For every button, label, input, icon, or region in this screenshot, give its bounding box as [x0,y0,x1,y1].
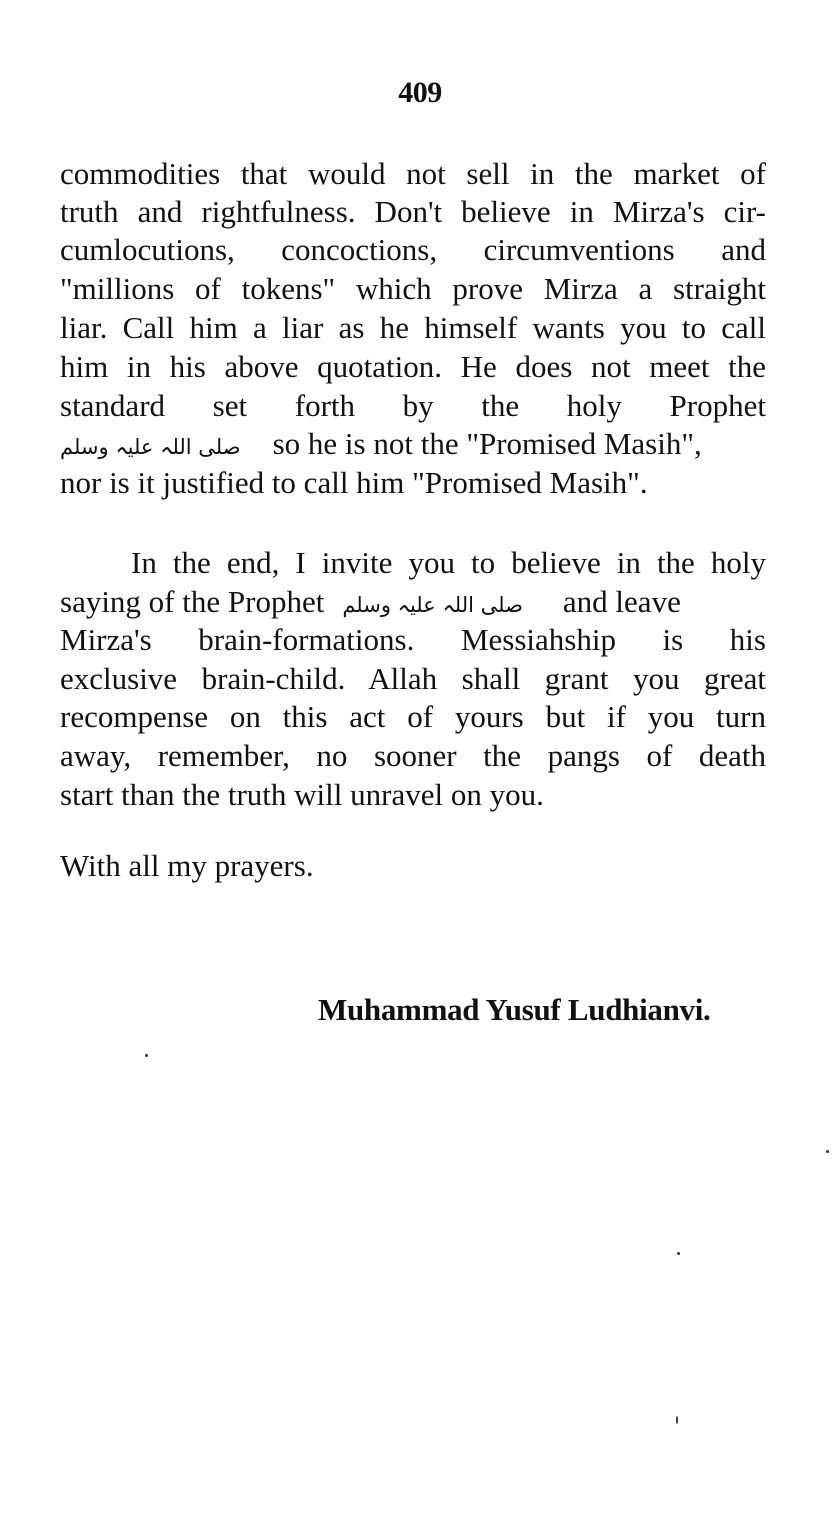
salutation-arabic: صلی اللہ علیہ وسلم [60,435,241,459]
text-line: In the end, I invite you to believe in the holy [131,545,766,580]
text-line [60,425,766,466]
text-line: exclusive brain-child. Allah shall grant you great [60,661,766,696]
text-fragment: so he is not the "Promised Masih", [272,426,702,461]
text-line: commodities that would not sell in the market of [60,156,766,191]
text-line: cumlocutions, concoctions, circumventions and [60,232,766,267]
text-line: truth and rightfulness. Don't believe in Mirza's cir- [60,194,766,229]
text-line: standard set forth by the holy Prophet [60,388,766,423]
salutation-arabic: صلی اللہ علیہ وسلم [342,593,523,617]
text-fragment: saying of the Prophet [60,584,325,619]
text-line: away, remember, no sooner the pangs of death [60,738,766,773]
text-line [60,583,766,624]
text-fragment: and leave [562,584,681,619]
closing-line: With all my prayers. [60,848,314,883]
scan-speck [677,1252,680,1255]
page-number: 409 [398,76,442,109]
scan-speck [826,1150,829,1153]
scan-speck [145,1054,148,1057]
text-line: recompense on this act of yours but if you turn [60,699,766,734]
scan-speck [676,1416,678,1424]
text-line: nor is it justified to call him "Promised Masih". [60,465,648,500]
author-signature: Muhammad Yusuf Ludhianvi. [318,992,711,1027]
text-line: Mirza's brain-formations. Messiahship is his [60,622,766,657]
text-line: start than the truth will unravel on you. [60,777,544,812]
text-line: "millions of tokens" which prove Mirza a straight [60,271,766,306]
text-line: liar. Call him a liar as he himself wants you to call [60,310,766,345]
text-line: him in his above quotation. He does not meet the [60,349,766,384]
